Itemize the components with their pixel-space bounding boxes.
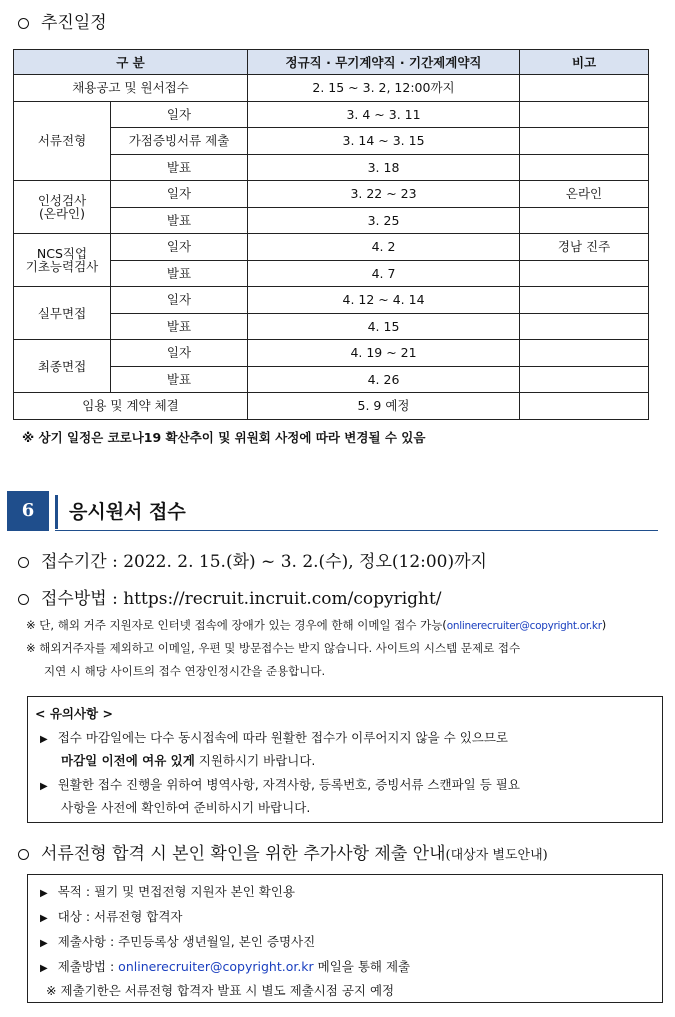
sub-label: 발표: [111, 207, 248, 234]
row-value: 5. 9 예정: [248, 393, 520, 420]
caution-emphasis: 마감일 이전에 여유 있게: [61, 753, 195, 768]
row-value: 4. 26: [248, 366, 520, 393]
caution-item-1: [40, 728, 508, 746]
caution-title: < 유의사항 >: [35, 706, 113, 721]
section-divider: [55, 495, 58, 529]
schedule-note: ※ 상기 일정은 코로나19 확산추이 및 위원회 사정에 따라 변경될 수 있음: [22, 430, 426, 445]
triangle-bullet-icon: ▶: [40, 963, 48, 974]
row-note: [520, 366, 649, 393]
additional-heading: [18, 839, 548, 864]
row-value: 3. 14 ~ 3. 15: [248, 128, 520, 155]
additional-deadline: ※ 제출기한은 서류전형 합격자 발표 시 별도 제출시점 공지 예정: [46, 983, 395, 998]
row-note: [520, 287, 649, 314]
table-header-row: [14, 50, 649, 75]
row-note: [520, 128, 649, 155]
application-period: [18, 547, 487, 572]
row-value: 4. 2: [248, 234, 520, 261]
row-note: [520, 260, 649, 287]
submission-note-line2: 지연 시 해당 사이트의 접수 연장인정시간을 준용합니다.: [44, 664, 326, 678]
row-value: 3. 22 ~ 23: [248, 181, 520, 208]
section-6-title: 응시원서 접수: [69, 501, 186, 523]
table-row: [14, 287, 649, 314]
caution-box: [27, 696, 663, 823]
sub-label: 일자: [111, 181, 248, 208]
additional-box: [27, 874, 663, 1003]
row-value: 2. 15 ~ 3. 2, 12:00까지: [248, 75, 520, 102]
triangle-bullet-icon: ▶: [40, 781, 48, 792]
row-note: [520, 154, 649, 181]
row-note: [520, 207, 649, 234]
additional-method: [40, 957, 410, 975]
sub-label: 가점증빙서류 제출: [111, 128, 248, 155]
row-note: 경남 진주: [520, 234, 649, 261]
group-label: [14, 181, 111, 234]
sub-label: 일자: [111, 101, 248, 128]
row-value: 3. 4 ~ 3. 11: [248, 101, 520, 128]
additional-title: 서류전형 합격 시 본인 확인을 위한 추가사항 제출 안내: [41, 844, 446, 864]
group-label: 서류전형: [14, 101, 111, 181]
row-value: 4. 15: [248, 313, 520, 340]
overseas-note: [26, 615, 606, 636]
additional-title-suffix: (대상자 별도안내): [445, 848, 548, 863]
additional-items-text: 제출사항 : 주민등록상 생년월일, 본인 증명사진: [57, 934, 316, 949]
sub-label: 일자: [111, 340, 248, 367]
application-method: [18, 584, 442, 609]
caution-item-1-text: 접수 마감일에는 다수 동시접속에 따라 원활한 접수가 이루어지지 않을 수 있으므로: [57, 730, 508, 745]
additional-purpose-text: 목적 : 필기 및 면접전형 지원자 본인 확인용: [57, 884, 296, 899]
application-period-text: 접수기간 : 2022. 2. 15.(화) ~ 3. 2.(수), 정오(12:00)까지: [41, 552, 487, 572]
table-row: [14, 234, 649, 261]
triangle-bullet-icon: ▶: [40, 888, 48, 899]
caution-item-2-cont: 사항을 사전에 확인하여 준비하시기 바랍니다.: [61, 800, 311, 815]
caution-item-1-rest: 지원하시기 바랍니다.: [194, 753, 316, 768]
row-label: 채용공고 및 원서접수: [14, 75, 248, 102]
group-label-line1: NCS직업: [36, 246, 88, 261]
sub-label: 발표: [111, 366, 248, 393]
row-value: 4. 7: [248, 260, 520, 287]
header-remark: 비고: [520, 50, 649, 75]
circle-bullet-icon: [18, 849, 29, 860]
additional-target-text: 대상 : 서류전형 합격자: [57, 909, 183, 924]
circle-bullet-icon: [18, 594, 29, 605]
additional-method-suffix: 메일을 통해 제출: [313, 959, 411, 974]
overseas-note-text: ※ 단, 해외 거주 지원자로 인터넷 접속에 장애가 있는 경우에 한해 이메일 접수 가능(: [26, 618, 447, 632]
sub-label: 발표: [111, 313, 248, 340]
additional-items: [40, 932, 315, 950]
triangle-bullet-icon: ▶: [40, 938, 48, 949]
row-value: 4. 12 ~ 4. 14: [248, 287, 520, 314]
row-note: [520, 101, 649, 128]
caution-item-2-text: 원활한 접수 진행을 위하여 병역사항, 자격사항, 등록번호, 증빙서류 스캔파일 등 필요: [57, 777, 520, 792]
application-method-text[interactable]: 접수방법 : https://recruit.incruit.com/copyright/: [41, 589, 442, 609]
caution-item-1-cont: [61, 751, 315, 769]
sub-label: 일자: [111, 234, 248, 261]
table-row: [14, 393, 649, 420]
section-6-header: [7, 491, 658, 531]
row-note: [520, 75, 649, 102]
header-category: 구 분: [14, 50, 248, 75]
table-row: [14, 340, 649, 367]
row-value: 3. 25: [248, 207, 520, 234]
triangle-bullet-icon: ▶: [40, 913, 48, 924]
additional-target: [40, 907, 183, 925]
row-note: [520, 393, 649, 420]
overseas-note-end: ): [601, 618, 607, 632]
group-label: [14, 234, 111, 287]
circle-bullet-icon: [18, 557, 29, 568]
circle-bullet-icon: [18, 18, 29, 29]
section-underline: [55, 530, 658, 531]
schedule-table: [13, 49, 649, 420]
email-link[interactable]: onlinerecruiter@copyright.or.kr: [446, 620, 602, 632]
email-link[interactable]: onlinerecruiter@copyright.or.kr: [118, 959, 314, 974]
submission-note-line1: ※ 해외거주자를 제외하고 이메일, 우편 및 방문접수는 받지 않습니다. 사이트의 시스템 문제로 접수: [26, 641, 521, 655]
additional-purpose: [40, 882, 295, 900]
row-label: 임용 및 계약 체결: [14, 393, 248, 420]
triangle-bullet-icon: ▶: [40, 734, 48, 745]
group-label: 최종면접: [14, 340, 111, 393]
sub-label: 발표: [111, 260, 248, 287]
section-title: 추진일정: [41, 13, 107, 33]
section-number-badge: 6: [7, 491, 49, 531]
row-note: [520, 313, 649, 340]
section-heading-schedule: [18, 8, 107, 33]
sub-label: 발표: [111, 154, 248, 181]
group-label-line2: (온라인): [39, 206, 85, 221]
row-value: 4. 19 ~ 21: [248, 340, 520, 367]
sub-label: 일자: [111, 287, 248, 314]
group-label-line2: 기초능력검사: [25, 259, 99, 274]
group-label: 실무면접: [14, 287, 111, 340]
group-label-line1: 인성검사: [37, 193, 87, 208]
row-note: [520, 340, 649, 367]
row-value: 3. 18: [248, 154, 520, 181]
table-row: [14, 75, 649, 102]
additional-method-prefix: 제출방법 :: [57, 959, 119, 974]
table-row: [14, 101, 649, 128]
caution-item-2: [40, 775, 520, 793]
row-note: 온라인: [520, 181, 649, 208]
header-employment-type: 정규직 · 무기계약직 · 기간제계약직: [248, 50, 520, 75]
table-row: [14, 181, 649, 208]
